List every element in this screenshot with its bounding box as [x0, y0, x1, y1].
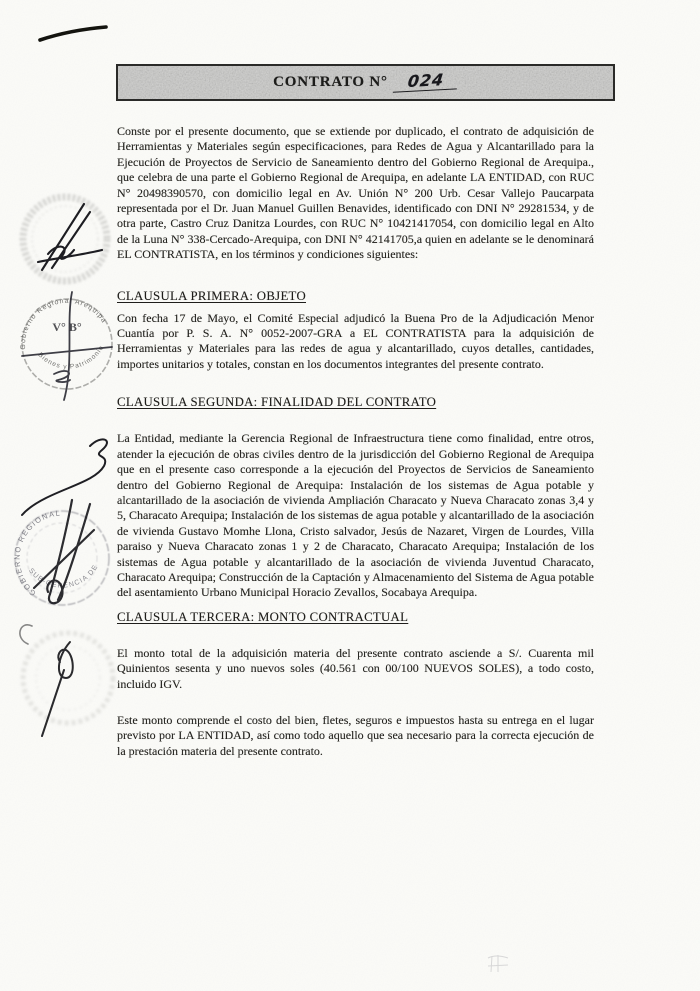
contract-title: [118, 66, 613, 99]
smudge-mark: [478, 950, 518, 980]
contract-body: [117, 124, 594, 759]
contract-number-handwritten: 024: [393, 69, 459, 93]
faint-stamp-signature: [6, 612, 121, 742]
svg-text:Bienes y Patrimonio: [36, 344, 105, 370]
vobo-arc-bottom-text: Bienes y Patrimonio: [36, 344, 106, 371]
contract-title-label: CONTRATO N°: [273, 74, 388, 90]
svg-text:GOBIERNO REGIONAL: [6, 498, 86, 599]
intro-paragraph: Conste por el presente documento, que se extiende por duplicado, el contrato de adquisición de Herramientas y Materiales según especificaciones, para Redes de Agua y Alcantarillado para la Ejecución de Proyectos de Servicio de Saneamiento dentro del Gobierno Regional de Arequipa., que celebra de una parte el Gobierno Regional de Arequipa, en adelante LA ENTIDAD, con RUC N° 20498390570, con domicilio legal en Av. Unión N° 200 Urb. Cesar Vallejo Paucarpata representada por el Dr. Juan Manuel Guillen Benavides, identificado con DNI N° 29281534, y de otra parte, Castro Cruz Danitza Lourdes, con RUC N° 10421417054, con domicilio legal en Alto de la Luna N° 338-Cercado-Arequipa, con DNI N° 42141705,a quien en adelante se le denominará EL CONTRATISTA, en los términos y condiciones siguientes:: [117, 124, 594, 262]
clause-3-body: El monto total de la adquisición materia del presente contrato asciende a S/. Cuarenta mil Quinientos sesenta y uno nuevos soles (40.561 con 00/100 NUEVOS SOLES), a todo costo, incluido IGV.: [117, 645, 594, 691]
clause-2-heading: CLAUSULA SEGUNDA: FINALIDAD DEL CONTRATO: [117, 395, 437, 410]
vobo-arc-top-text: Gobierno Regional Arequipa: [19, 297, 108, 350]
subgerencia-stamp: [6, 496, 118, 622]
clause-3-heading: CLAUSULA TERCERA: MONTO CONTRACTUAL: [117, 609, 409, 624]
handwritten-flourish: [18, 428, 118, 520]
clause-2-body: La Entidad, mediante la Gerencia Regional de Infraestructura tiene como finalidad, entre otros, atender la ejecución de obras civiles dentro de la jurisdicción del Gobierno Regional de Arequipa que en el presente caso corresponde a la ejecución del Proyectos de Servicios de Saneamiento dentro del Gobierno Regional de Arequipa: Instalación de los sistemas de Agua potable y alcantarillado de la asociación de vivienda Ampliación Characato y Nueva Characato zonas 3,4 y 5, Characato Arequipa; Instalación de los sistemas de agua potable y alcantarillado de la asociación de vivienda Gustavo Momhe Llona, Cristo salvador, Jesús de Nazaret, Virgen de Lourdes, Villa paraiso y Nueva Characato zonas 1 y 2 de Characato, Characato Arequipa; Instalación de los sistemas de Agua potable y alcantarillado de la asociación de vivienda Juventud Characato, Characato Arequipa; Construcción de la Captación y Almacenamiento del Sistema de Agua potable del asentamiento Urbano Municipal Horacio Zevallos, Socabaya Arequipa.: [117, 431, 594, 600]
vobo-center-text: V° B°: [52, 320, 82, 334]
pen-stroke-mark: [30, 18, 115, 50]
svg-text:SUB-GERENCIA DE: [27, 563, 100, 589]
round-stamp-signature: [16, 190, 114, 288]
subgerencia-arc-bottom-text: SUB-GERENCIA DE: [27, 563, 100, 590]
clause-1-body: Con fecha 17 de Mayo, el Comité Especial adjudicó la Buena Pro de la Adjudicación Menor Cuantía por P. S. A. N° 0052-2007-GRA a EL CONTRATISTA para la adquisición de Herramientas y Materiales para las redes de agua y alcantarillado, cuyos detalles, cantidades, importes unitarios y totales, constan en los documentos integrantes del presente contrato.: [117, 310, 594, 371]
svg-text:Gobierno Regional Arequipa: [20, 298, 108, 350]
contract-title-bar: [116, 64, 615, 101]
clause-1-heading: CLAUSULA PRIMERA: OBJETO: [117, 288, 306, 303]
vobo-stamp: [16, 290, 118, 402]
subgerencia-arc-top-text: GOBIERNO REGIONAL: [12, 508, 62, 598]
c-pen-mark: [20, 625, 32, 644]
clause-3-note: Este monto comprende el costo del bien, fletes, seguros e impuestos hasta su entrega en el lugar previsto por LA ENTIDAD, así como todo aquello que sea necesario para la correcta ejecución de la prestación materia del presente contrato.: [117, 712, 594, 758]
